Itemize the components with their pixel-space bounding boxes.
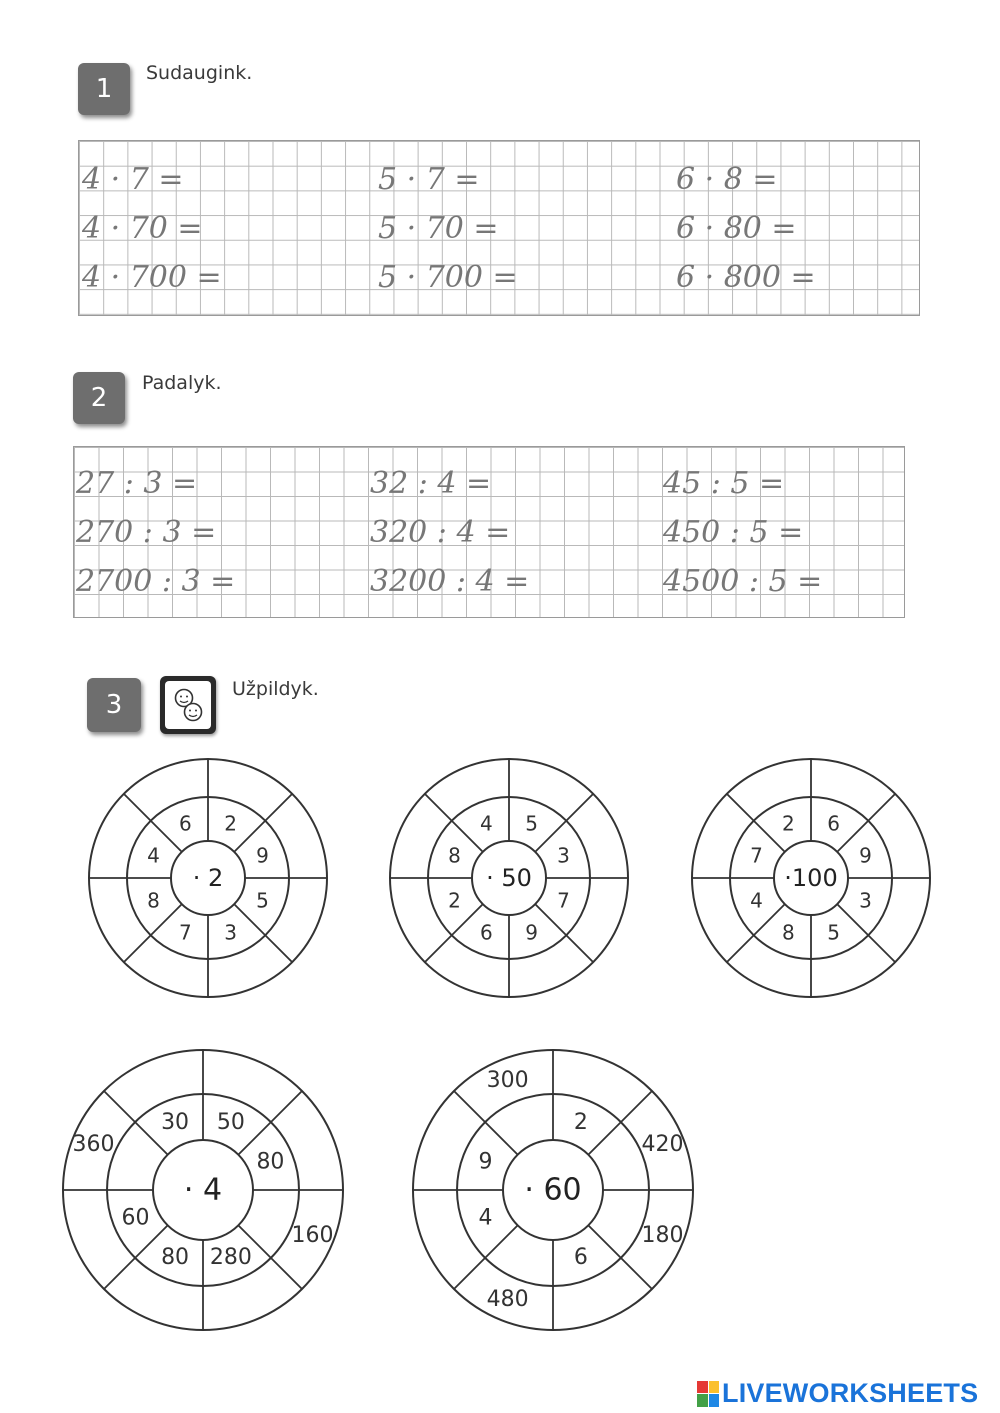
wheel-1 [88, 758, 328, 1002]
wheel-5 [412, 1049, 694, 1335]
wheel-inner-number: 9 [525, 920, 538, 945]
task-2-expression: 320 : 4 = [370, 515, 511, 550]
wheel-inner-number: 6 [573, 1244, 588, 1270]
wheel-inner-number: 4 [478, 1205, 493, 1231]
task-1-expression: 4 · 700 = [82, 260, 222, 295]
wheel-inner-number: 3 [557, 843, 570, 868]
task-1-expression: 5 · 70 = [378, 211, 499, 246]
wheel-inner-number: 8 [448, 843, 461, 868]
wheel-inner-number: 7 [179, 920, 192, 945]
wheel-inner-number: 4 [480, 811, 493, 836]
wheel-inner-number: 80 [256, 1149, 285, 1175]
wheel-inner-number: 50 [216, 1110, 245, 1136]
liveworksheets-logo [697, 1378, 978, 1409]
wheel-inner-number: 6 [179, 811, 192, 836]
task-2-expression: 3200 : 4 = [370, 564, 530, 599]
wheel-inner-number: 8 [147, 888, 160, 913]
task-1-title: Sudaugink. [146, 62, 253, 84]
wheel-inner-number: 5 [827, 920, 840, 945]
logo-mark-icon [697, 1381, 719, 1407]
task-2-expression: 45 : 5 = [663, 466, 785, 501]
task-1-number-badge: 1 [78, 63, 130, 115]
task-3-number-badge: 3 [87, 678, 141, 732]
wheel-outer-number: 480 [486, 1286, 529, 1312]
wheel-inner-number: 30 [161, 1110, 190, 1136]
wheel-3 [691, 758, 931, 1002]
task-2-expression: 32 : 4 = [370, 466, 492, 501]
wheel-operator-label: · 50 [486, 864, 532, 892]
wheel-inner-number: 8 [782, 920, 795, 945]
wheel-operator-label: · 60 [524, 1172, 582, 1208]
task-2-expression: 4500 : 5 = [663, 564, 823, 599]
wheel-inner-number: 9 [256, 843, 269, 868]
task-2-expression: 450 : 5 = [663, 515, 804, 550]
wheel-operator-label: ·100 [784, 864, 838, 892]
wheel-inner-number: 7 [557, 888, 570, 913]
wheel-inner-number: 60 [121, 1205, 150, 1231]
wheel-inner-number: 2 [448, 888, 461, 913]
wheel-inner-number: 5 [256, 888, 269, 913]
wheel-outer-number: 160 [291, 1222, 334, 1248]
wheel-4 [62, 1049, 344, 1335]
wheel-inner-number: 9 [859, 843, 872, 868]
wheel-outer-number: 360 [72, 1132, 115, 1158]
task-1-expression: 6 · 80 = [676, 211, 797, 246]
wheel-inner-number: 3 [859, 888, 872, 913]
wheel-inner-number: 6 [827, 811, 840, 836]
logo-text: LIVEWORKSHEETS [722, 1378, 979, 1408]
task-1-expression: 4 · 70 = [82, 211, 203, 246]
task-1-expression: 5 · 7 = [378, 162, 480, 197]
wheel-inner-number: 4 [147, 843, 160, 868]
task-1-expression: 6 · 800 = [676, 260, 816, 295]
pair-work-icon [160, 676, 216, 734]
wheel-inner-number: 2 [782, 811, 795, 836]
task-1-expression: 6 · 8 = [676, 162, 778, 197]
task-2-number-badge: 2 [73, 372, 125, 424]
wheel-outer-number: 420 [641, 1132, 684, 1158]
wheel-inner-number: 9 [478, 1149, 493, 1175]
wheel-inner-number: 280 [209, 1244, 252, 1270]
task-2-expression: 2700 : 3 = [76, 564, 236, 599]
wheel-inner-number: 4 [750, 888, 763, 913]
task-2-expression: 270 : 3 = [76, 515, 217, 550]
wheel-outer-number: 300 [486, 1068, 529, 1094]
wheel-operator-label: · 4 [183, 1172, 223, 1208]
wheel-inner-number: 2 [224, 811, 237, 836]
task-1-expression: 5 · 700 = [378, 260, 518, 295]
wheel-inner-number: 6 [480, 920, 493, 945]
task-2-expression: 27 : 3 = [76, 466, 198, 501]
wheel-2 [389, 758, 629, 1002]
wheel-inner-number: 2 [573, 1110, 588, 1136]
wheel-operator-label: · 2 [192, 864, 224, 892]
task-1-expression: 4 · 7 = [82, 162, 184, 197]
wheel-inner-number: 3 [224, 920, 237, 945]
task-3-title: Užpildyk. [232, 678, 319, 700]
wheel-inner-number: 5 [525, 811, 538, 836]
wheel-inner-number: 7 [750, 843, 763, 868]
task-2-title: Padalyk. [142, 372, 222, 394]
wheel-outer-number: 180 [641, 1222, 684, 1248]
wheel-inner-number: 80 [161, 1244, 190, 1270]
